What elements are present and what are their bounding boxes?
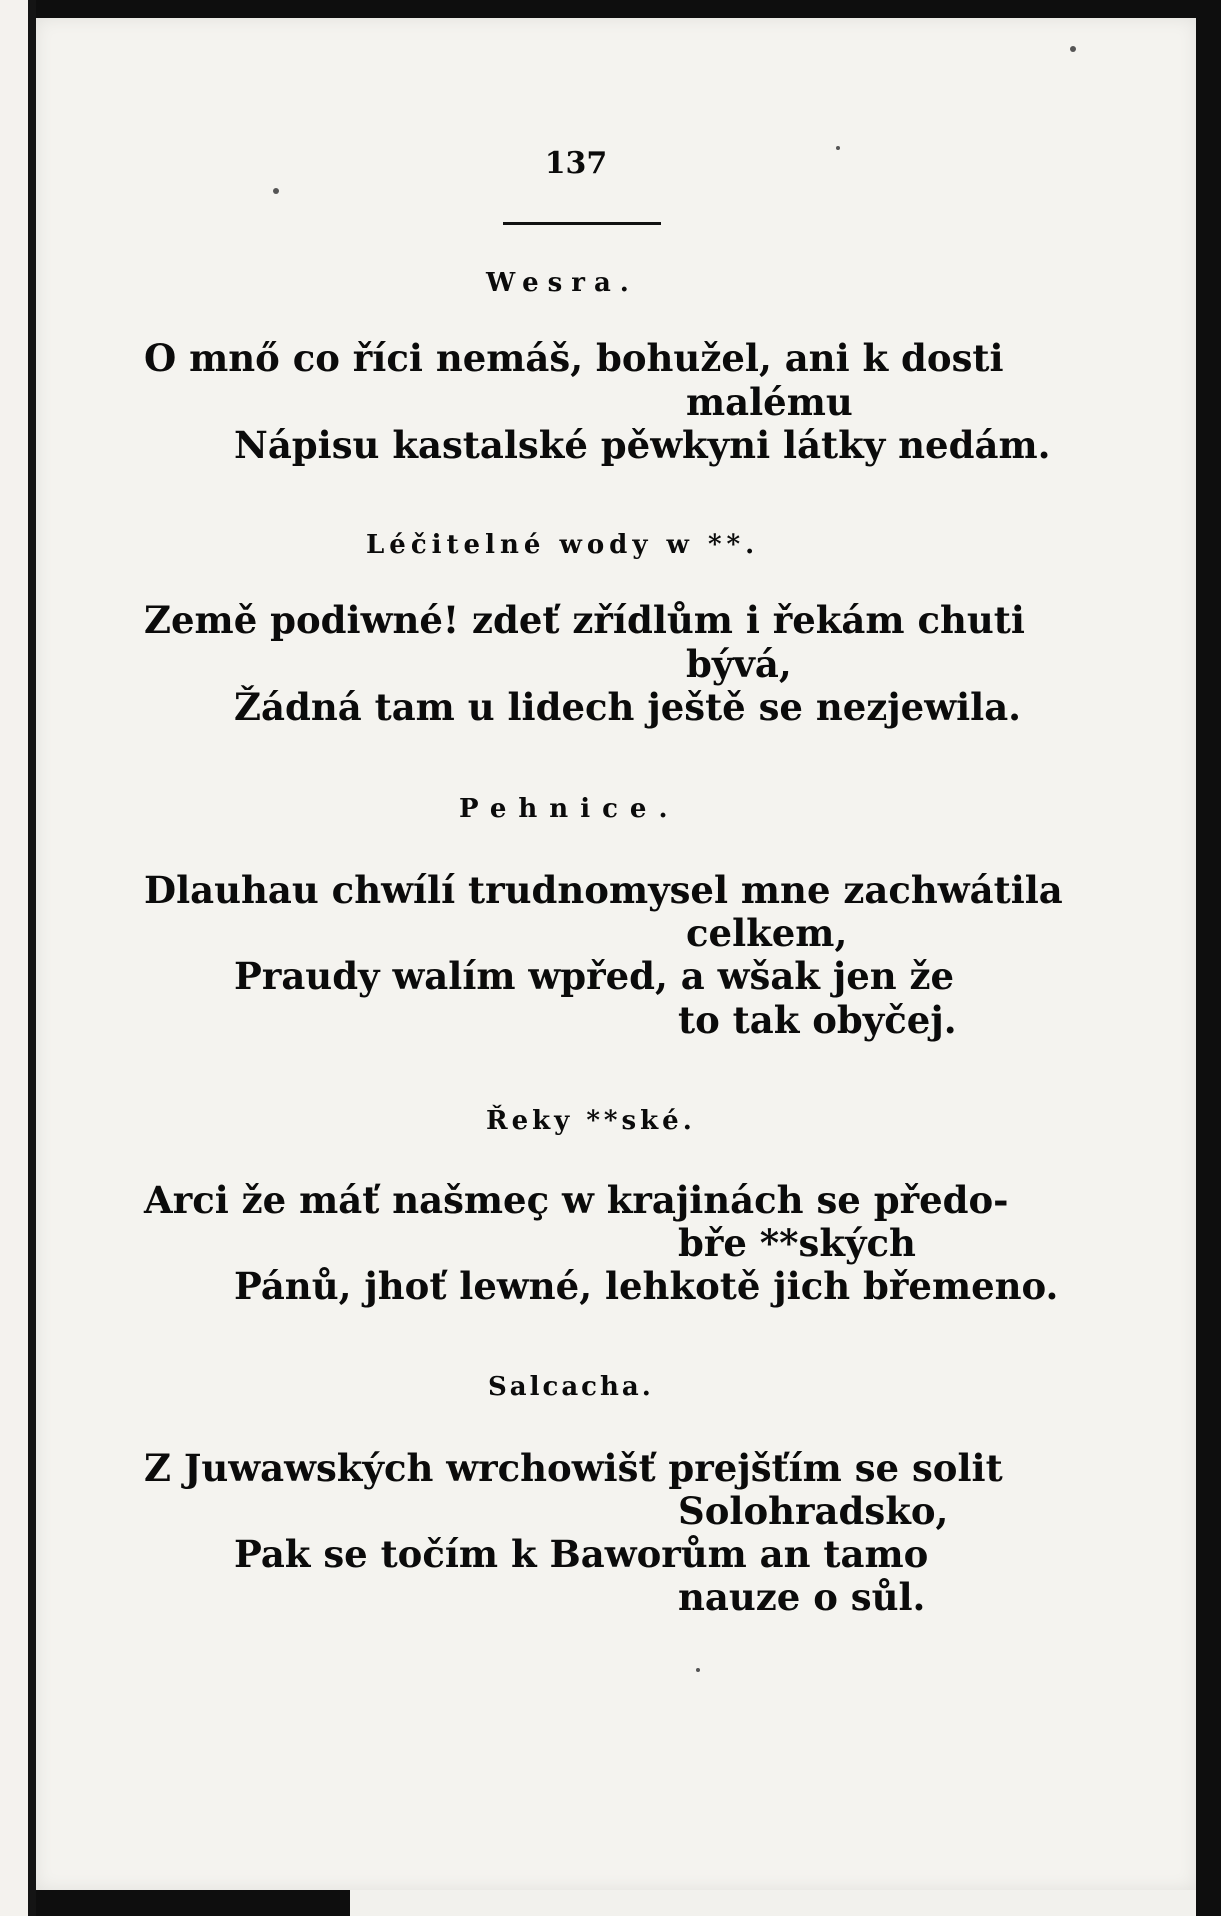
poem-line: Nápisu kastalské pěwkyni látky nedám. bbox=[234, 423, 1051, 467]
poem-line: Arci že máť našmeç w krajinách se předo- bbox=[144, 1178, 1009, 1222]
poem-title: Řeky **ské. bbox=[486, 1106, 696, 1136]
previous-page-edge bbox=[0, 0, 28, 1916]
print-speck bbox=[836, 146, 840, 150]
print-speck bbox=[696, 1668, 700, 1672]
poem-line: Dlauhau chwílí trudnomysel mne zachwátila bbox=[144, 868, 1063, 912]
poem-title: Léčitelné wody w **. bbox=[366, 530, 760, 560]
page-bottom-edge bbox=[350, 1890, 1196, 1916]
poem-line: O mnő co říci nemáš, bohužel, ani k dosti bbox=[144, 336, 1004, 380]
poem-line: to tak obyčej. bbox=[678, 998, 957, 1042]
poem-line: Země podiwné! zdeť zřídlům i řekám chuti bbox=[144, 598, 1025, 642]
poem-line: Praudy walím wpřed, a wšak jen že bbox=[234, 954, 955, 998]
page-number-rule bbox=[503, 222, 661, 225]
poem-line: Z Juwawských wrchowišť prejšťím se solit bbox=[144, 1446, 1003, 1490]
poem-line: bře **ských bbox=[678, 1221, 916, 1265]
print-speck bbox=[1070, 46, 1076, 52]
book-page bbox=[36, 18, 1196, 1890]
poem-title: Pehnice. bbox=[459, 794, 680, 824]
poem-title: Wesra. bbox=[486, 268, 638, 298]
page-number: 137 bbox=[544, 146, 608, 181]
page-gutter bbox=[28, 0, 36, 1916]
poem-line: celkem, bbox=[686, 911, 848, 955]
poem-line: Žádná tam u lidech ještě se nezjewila. bbox=[234, 685, 1022, 729]
poem-line: nauze o sůl. bbox=[678, 1575, 926, 1619]
poem-line: bývá, bbox=[686, 642, 792, 686]
poem-line: Solohradsko, bbox=[678, 1489, 949, 1533]
poem-title: Salcacha. bbox=[488, 1372, 654, 1402]
poem-line: Pánů, jhoť lewné, lehkotě jich břemeno. bbox=[234, 1264, 1059, 1308]
print-speck bbox=[273, 188, 279, 194]
poem-line: Pak se točím k Baworům an tamo bbox=[234, 1532, 929, 1576]
poem-line: malému bbox=[686, 380, 853, 424]
